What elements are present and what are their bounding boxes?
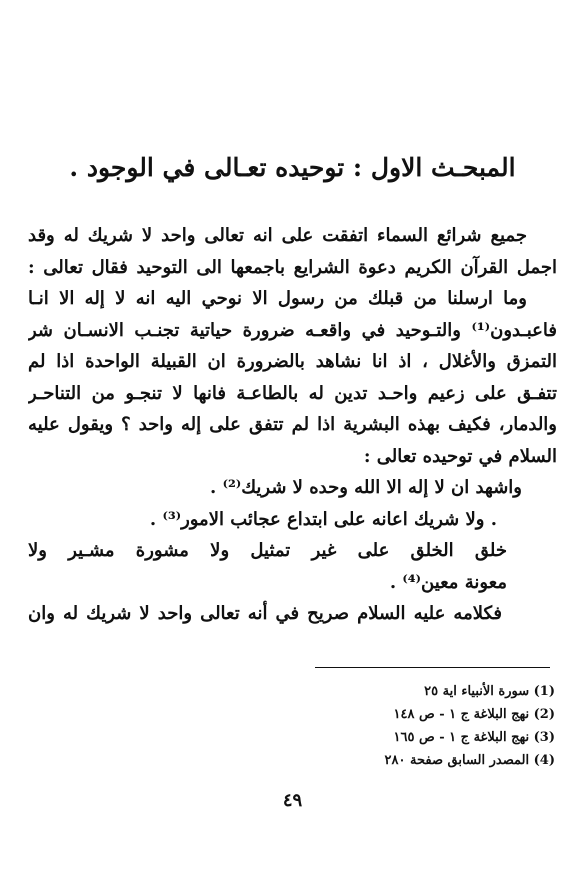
quote-line: واشهد ان لا إله الا الله وحده لا شريك⁽²⁾ . bbox=[210, 477, 522, 498]
section-heading: المبحـث الاول : توحيده تعـالى في الوجود . bbox=[69, 153, 516, 182]
text-line: والدمار، فكيف بهذه البشرية اذا لم تتفق على إله واحد ؟ ويقول عليه bbox=[28, 414, 557, 435]
text-line: فاعبـدون⁽¹⁾ والتـوحيد في واقعـه ضرورة حياتية تجنـب الانسـان شر bbox=[28, 319, 557, 341]
footnote: (3) نهج البلاغة ج ١ - ص ١٦٥ bbox=[393, 730, 555, 745]
footnote: (4) المصدر السابق صفحة ٢٨٠ bbox=[384, 753, 555, 768]
footnote: (1) سورة الأنبياء اية ٢٥ bbox=[424, 684, 555, 699]
page-number: ٤٩ bbox=[282, 790, 303, 811]
quote-line: . ولا شريك اعانه على ابتداع عجائب الامور⁽³⁾ . bbox=[149, 508, 497, 530]
quote-line: معونة معين⁽⁴⁾ . bbox=[389, 571, 507, 593]
text-line: تتفـق على زعيم واحـد تدين له بالطاعـة فانها لا تنجـو من التناحـر bbox=[28, 382, 557, 404]
text-line: السلام في توحيده تعالى : bbox=[363, 445, 557, 467]
text-line: جميع شرائع السماء اتفقت على انه تعالى واحد لا شريك له وقد bbox=[28, 225, 527, 246]
text-line: وما ارسلنا من قبلك من رسول الا نوحي اليه انه لا إله الا انـا bbox=[28, 288, 527, 309]
footnotes bbox=[255, 680, 555, 772]
body-text bbox=[28, 220, 557, 630]
text-line: التمزق والأغلال ، اذ انا نشاهد بالضرورة ان القبيلة الواحدة اذا لم bbox=[28, 351, 557, 372]
text-line: فكلامه عليه السلام صريح في أنه تعالى واحد لا شريك له وان bbox=[28, 603, 502, 624]
footnote-separator bbox=[315, 667, 550, 668]
quote-line: خلق الخلق على غير تمثيل ولا مشورة مشـير ولا bbox=[28, 540, 507, 561]
text-line: اجمل القرآن الكريم دعوة الشرايع باجمعها الى التوحيد فقال تعالى : bbox=[28, 256, 557, 278]
footnote: (2) نهج البلاغة ج ١ - ص ١٤٨ bbox=[393, 707, 555, 722]
